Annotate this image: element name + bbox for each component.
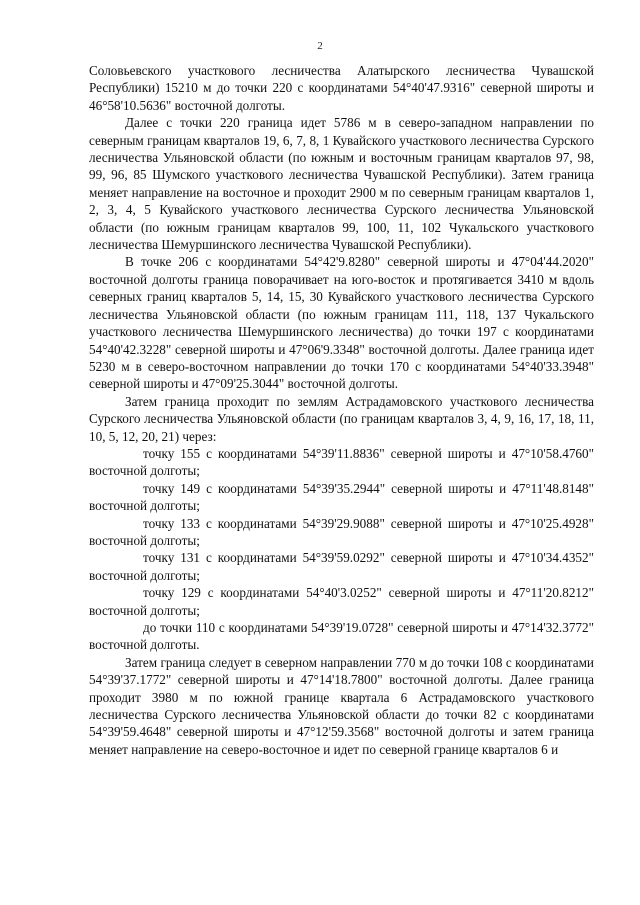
page-number: 2	[317, 40, 323, 52]
document-body	[89, 62, 594, 758]
list-item: точку 131 с координатами 54°39'59.0292" северной широты и 47°10'34.4352" восточной долготы;	[89, 550, 594, 583]
list-item: точку 133 с координатами 54°39'29.9088" северной широты и 47°10'25.4928" восточной долготы;	[89, 515, 594, 548]
paragraph: Затем граница следует в северном направлении 770 м до точки 108 с координатами 54°39'37.1772" северной широты и 47°14'18.7800" восточной долготы. Далее граница проходит 3980 м по южной границе квартала 6 Астрадамовского участкового лесничества Сурского лесничества Ульяновской области до точки 82 с координатами 54°39'59.4648" северной широты и 47°12'59.3568" восточной долготы и затем граница меняет направление на северо-восточное и идет по северной границе кварталов 6 и	[89, 654, 594, 757]
paragraph: Соловьевского участкового лесничества Алатырского лесничества Чувашской Республики) 15210 м до точки 220 с координатами 54°40'47.9316" северной широты и 46°58'10.5636" восточной долготы.	[89, 63, 594, 113]
list-item: точку 149 с координатами 54°39'35.2944" северной широты и 47°11'48.8148" восточной долготы;	[89, 480, 594, 514]
paragraph: В точке 206 с координатами 54°42'9.8280" северной широты и 47°04'44.2020" восточной долготы граница поворачивает на юго-восток и протягивается 3410 м вдоль северных границ кварталов 5, 14, 15, 30 Кувайского участкового лесничества Сурского лесничества Ульяновской области (по южным границам 111, 118, 137 Чукальского участкового лесничества Шемуршинского лесничества) до точки 197 с координатами 54°40'42.3228" северной широты и 47°06'9.3348" восточной долготы. Далее граница идет 5230 м в северо-восточном направлении до точки 170 с координатами 54°40'33.3948" северной широты и 47°09'25.3044" восточной долготы.	[89, 254, 594, 392]
list-item: до точки 110 с координатами 54°39'19.0728" северной широты и 47°14'32.3772" восточной долготы.	[89, 620, 594, 653]
list-item: точку 155 с координатами 54°39'11.8836" северной широты и 47°10'58.4760" восточной долготы;	[89, 445, 594, 479]
list-item: точку 129 с координатами 54°40'3.0252" северной широты и 47°11'20.8212" восточной долготы;	[89, 585, 594, 618]
paragraph: Далее с точки 220 граница идет 5786 м в северо-западном направлении по северным границам кварталов 19, 6, 7, 8, 1 Кувайского участкового лесничества Сурского лесничества Ульяновской области (по южным и восточным границам кварталов 97, 98, 99, 96, 85 Шумского участкового лесничества Чувашской Республики). Затем граница меняет направление на восточное и проходит 2900 м по северным границам кварталов 1, 2, 3, 4, 5 Кувайского участкового лесничества Сурского лесничества Ульяновской области (по южным границам кварталов 99, 100, 11, 102 Чукальского участкового лесничества Шемуршинского лесничества Чувашской Республики).	[89, 115, 594, 253]
paragraph: Затем граница проходит по землям Астрадамовского участкового лесничества Сурского лесничества Ульяновской области (по границам кварталов 3, 4, 9, 16, 17, 18, 11, 10, 5, 12, 20, 21) через:	[89, 393, 594, 444]
